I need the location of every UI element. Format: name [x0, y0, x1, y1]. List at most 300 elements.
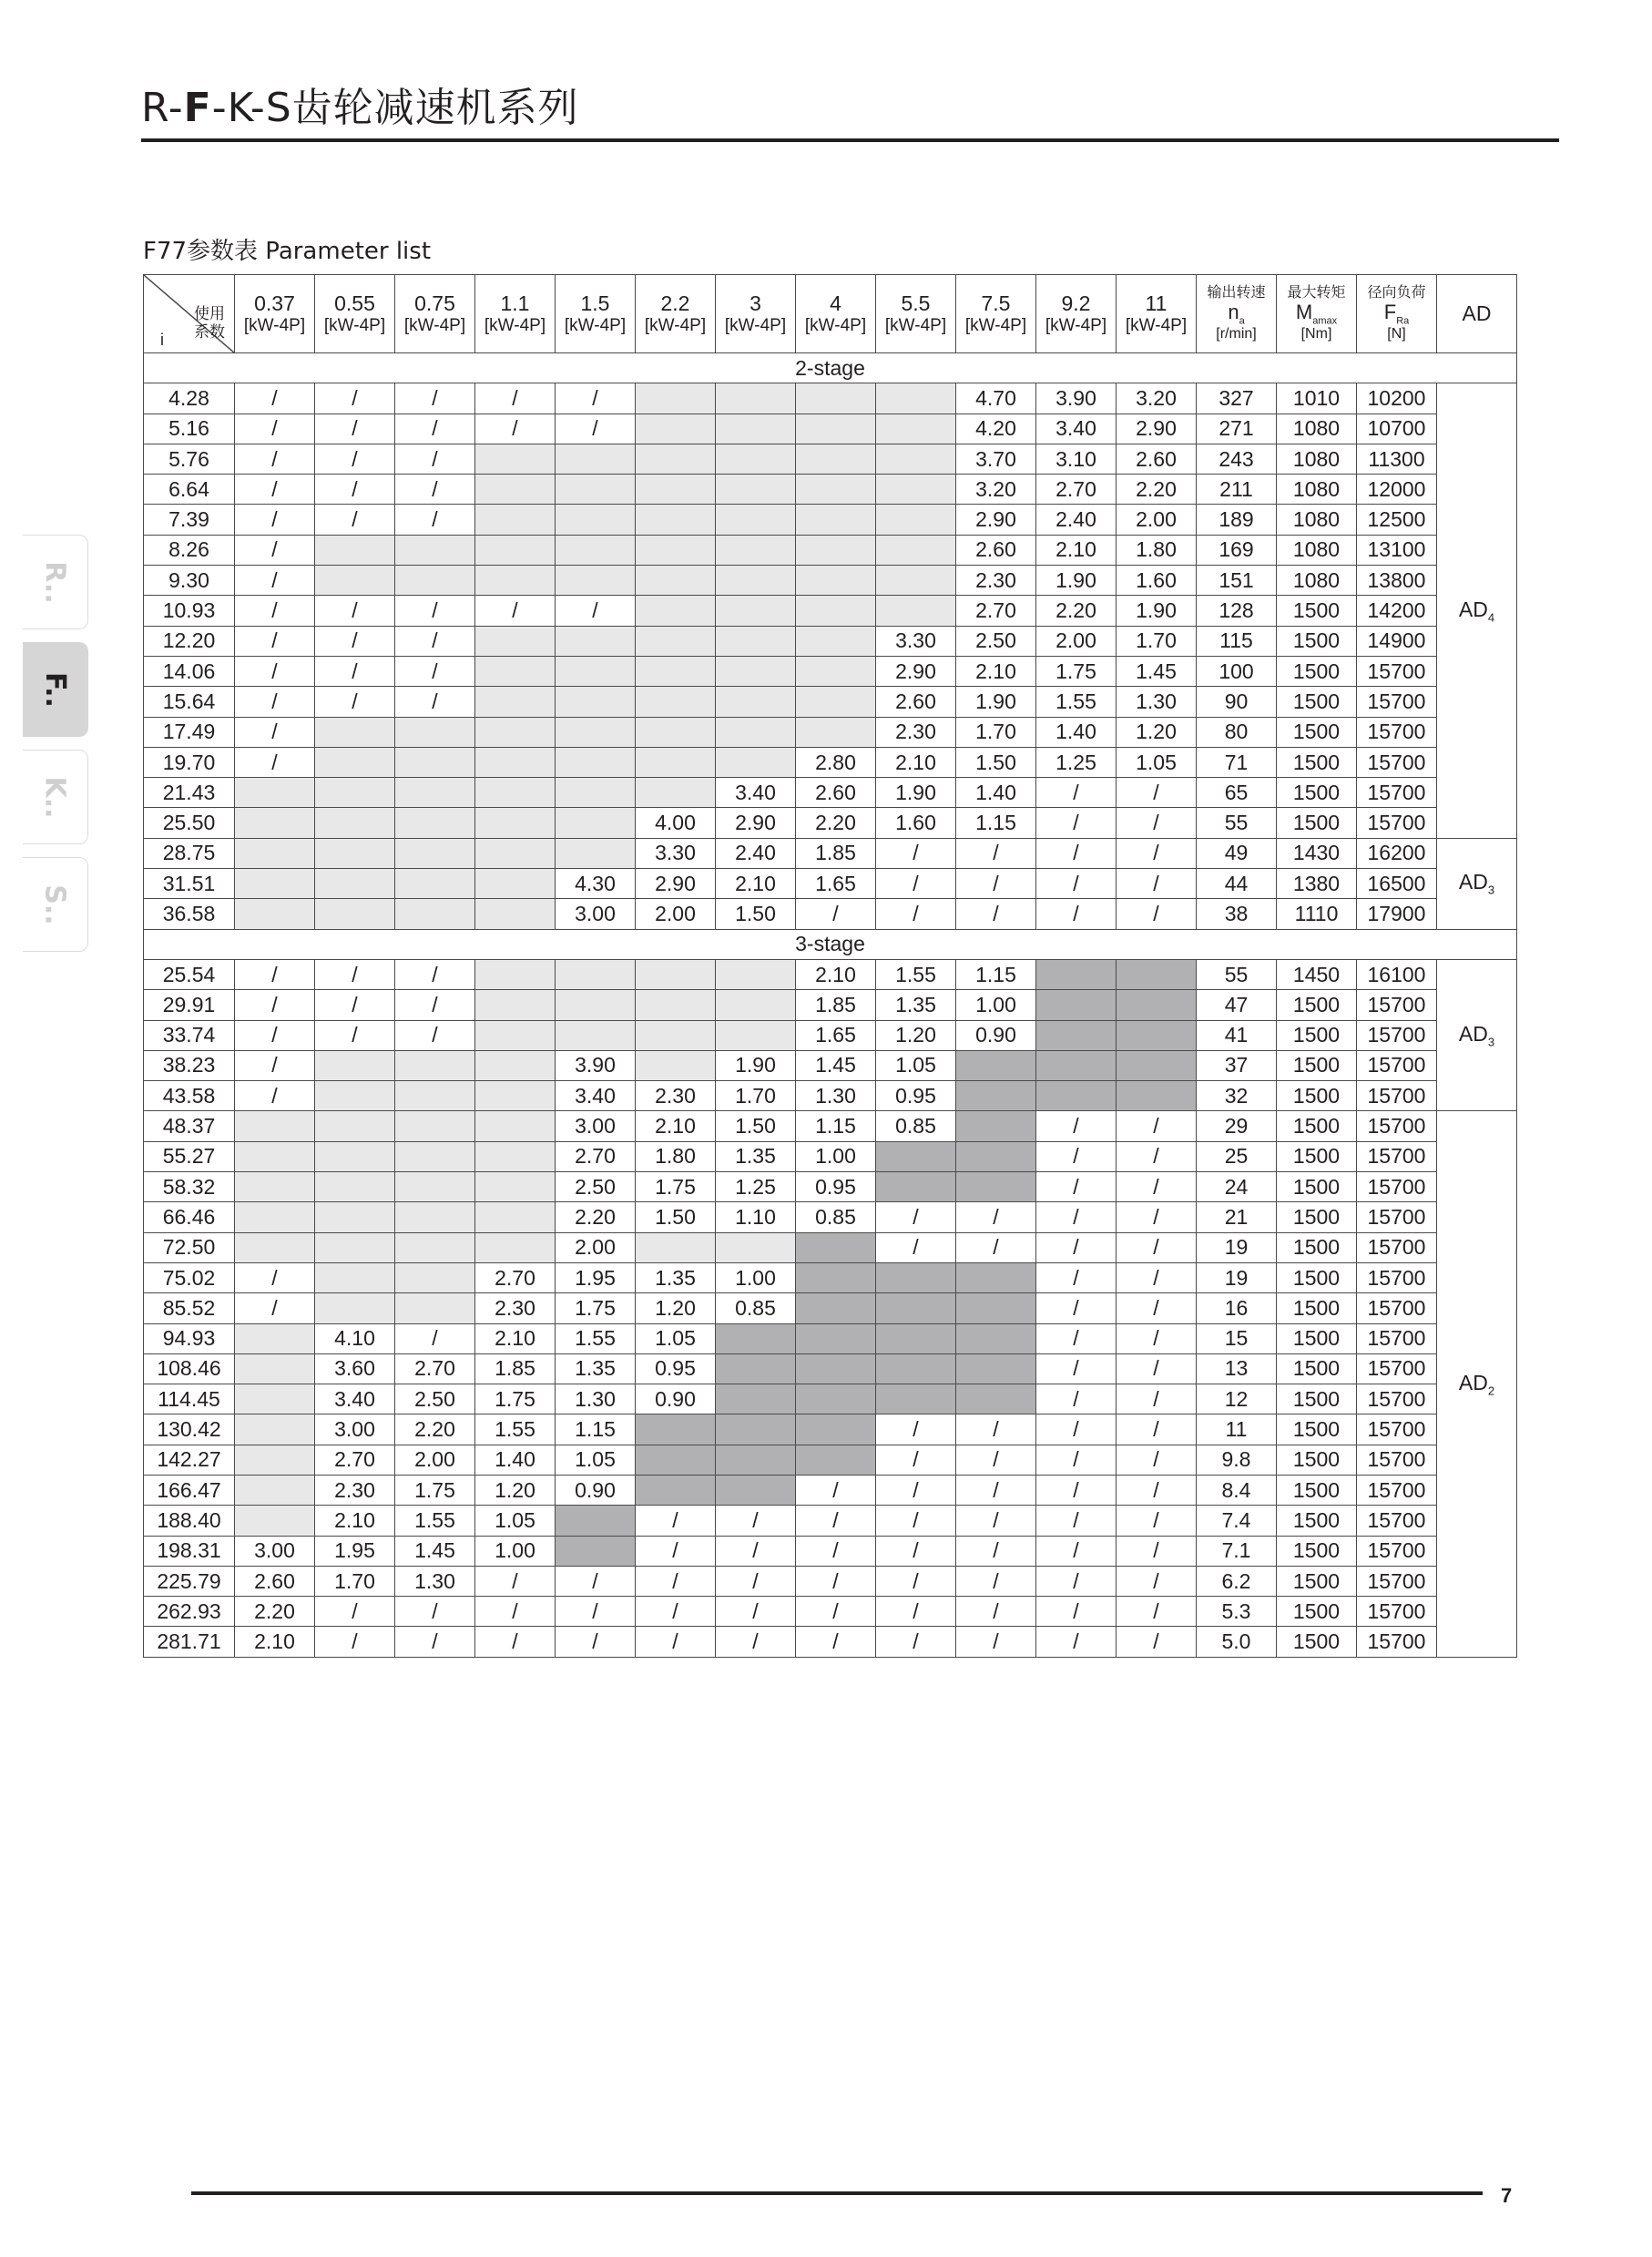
factor-cell: / [1036, 1232, 1117, 1262]
page-number: 7 [1501, 2184, 1513, 2207]
ratio-cell: 4.28 [144, 383, 235, 414]
radial-load-cell: 16500 [1357, 869, 1437, 899]
ratio-cell: 58.32 [144, 1172, 235, 1202]
factor-cell: / [796, 1536, 876, 1566]
table-row [144, 808, 1517, 838]
side-tab-r[interactable]: R.. [23, 535, 88, 629]
torque-cell: 1500 [1277, 1566, 1357, 1596]
radial-load-cell: 15700 [1357, 1081, 1437, 1111]
factor-cell: 1.00 [475, 1536, 556, 1566]
factor-cell: / [315, 383, 395, 414]
factor-cell: / [395, 596, 475, 626]
factor-cell: / [1117, 869, 1197, 899]
factor-cell: / [956, 1627, 1036, 1657]
ratio-cell: 85.52 [144, 1293, 235, 1323]
factor-cell: / [235, 656, 315, 686]
radial-load-cell: 14200 [1357, 596, 1437, 626]
factor-cell [876, 566, 956, 596]
torque-cell: 1500 [1277, 1414, 1357, 1445]
torque-cell: 1500 [1277, 1475, 1357, 1505]
power-header [636, 275, 716, 353]
factor-cell: 1.15 [956, 959, 1036, 989]
factor-cell [556, 535, 636, 565]
factor-cell [235, 869, 315, 899]
torque-cell: 1500 [1277, 687, 1357, 717]
radial-load-cell: 12000 [1357, 475, 1437, 505]
factor-cell [796, 1293, 876, 1323]
table-row [144, 1475, 1517, 1505]
factor-cell: / [1036, 1475, 1117, 1505]
factor-cell: / [235, 383, 315, 414]
factor-cell: 3.40 [315, 1384, 395, 1414]
factor-cell: 2.60 [876, 687, 956, 717]
factor-cell [716, 1353, 796, 1384]
factor-cell: 2.20 [556, 1202, 636, 1232]
ad-cell [1437, 838, 1517, 929]
factor-cell: / [395, 990, 475, 1020]
speed-header-sub: a [1239, 315, 1245, 327]
factor-cell [395, 1081, 475, 1111]
factor-cell: 1.35 [636, 1262, 716, 1292]
factor-cell: / [1117, 1172, 1197, 1202]
torque-cell: 1500 [1277, 1445, 1357, 1475]
factor-cell: / [315, 1597, 395, 1627]
factor-cell: / [315, 596, 395, 626]
factor-cell: / [556, 596, 636, 626]
speed-cell: 37 [1197, 1050, 1277, 1080]
table-row [144, 1566, 1517, 1596]
factor-cell: 2.30 [956, 566, 1036, 596]
factor-cell: / [636, 1536, 716, 1566]
factor-cell: 2.50 [395, 1384, 475, 1414]
factor-cell [235, 1384, 315, 1414]
ratio-cell: 8.26 [144, 535, 235, 565]
factor-cell [395, 566, 475, 596]
factor-cell [395, 717, 475, 747]
table-row [144, 1597, 1517, 1627]
ratio-cell: 9.30 [144, 566, 235, 596]
radial-load-header-sub: Ra [1396, 315, 1410, 327]
factor-cell [636, 747, 716, 777]
factor-cell [475, 566, 556, 596]
factor-cell: / [235, 414, 315, 444]
side-tab-f[interactable]: F.. [23, 642, 88, 737]
ratio-cell: 29.91 [144, 990, 235, 1020]
speed-cell: 151 [1197, 566, 1277, 596]
radial-load-cell: 15700 [1357, 717, 1437, 747]
corner-cell [144, 275, 235, 353]
factor-cell: / [1117, 1384, 1197, 1414]
torque-cell: 1500 [1277, 1111, 1357, 1141]
factor-cell [556, 838, 636, 868]
factor-cell [475, 505, 556, 535]
factor-cell: 2.00 [1117, 505, 1197, 535]
factor-cell: 2.10 [475, 1323, 556, 1353]
radial-load-cell: 15700 [1357, 1293, 1437, 1323]
ratio-cell: 14.06 [144, 656, 235, 686]
factor-cell: 1.60 [1117, 566, 1197, 596]
ratio-cell: 114.45 [144, 1384, 235, 1414]
radial-load-cell: 15700 [1357, 990, 1437, 1020]
factor-cell: / [1036, 808, 1117, 838]
torque-cell: 1080 [1277, 505, 1357, 535]
factor-cell: / [235, 747, 315, 777]
factor-cell [716, 1323, 796, 1353]
radial-load-cell: 15700 [1357, 1111, 1437, 1141]
factor-cell [716, 687, 796, 717]
table-row [144, 1111, 1517, 1141]
radial-load-cell: 17900 [1357, 899, 1437, 929]
factor-cell: 0.85 [716, 1293, 796, 1323]
factor-cell [556, 687, 636, 717]
factor-cell [556, 1536, 636, 1566]
factor-cell [956, 1323, 1036, 1353]
radial-load-cell: 15700 [1357, 687, 1437, 717]
ratio-cell: 142.27 [144, 1445, 235, 1475]
speed-cell: 211 [1197, 475, 1277, 505]
factor-cell: / [235, 1020, 315, 1050]
factor-cell [315, 535, 395, 565]
factor-cell [876, 1172, 956, 1202]
radial-load-cell: 15700 [1357, 1323, 1437, 1353]
factor-cell [716, 535, 796, 565]
factor-cell: / [876, 1506, 956, 1536]
factor-cell: / [1036, 1323, 1117, 1353]
factor-cell: / [475, 596, 556, 626]
factor-cell: 2.50 [556, 1172, 636, 1202]
factor-cell [395, 1293, 475, 1323]
factor-cell [716, 1232, 796, 1262]
speed-cell: 19 [1197, 1232, 1277, 1262]
ratio-cell: 15.64 [144, 687, 235, 717]
factor-cell: / [956, 1475, 1036, 1505]
speed-cell: 169 [1197, 535, 1277, 565]
factor-cell [395, 1202, 475, 1232]
factor-cell [475, 838, 556, 868]
factor-cell: 2.20 [235, 1597, 315, 1627]
factor-cell [475, 687, 556, 717]
factor-cell [475, 808, 556, 838]
parameter-table [143, 274, 1517, 1658]
factor-cell: 1.65 [796, 1020, 876, 1050]
factor-cell: 1.90 [876, 778, 956, 808]
factor-cell: / [395, 444, 475, 474]
stage-row [144, 929, 1517, 959]
factor-cell [556, 717, 636, 747]
factor-cell: / [1036, 1293, 1117, 1323]
factor-cell: / [235, 687, 315, 717]
factor-cell: / [636, 1566, 716, 1596]
factor-cell: 1.80 [636, 1141, 716, 1171]
factor-cell: / [556, 414, 636, 444]
factor-cell [475, 1020, 556, 1050]
factor-cell [796, 1384, 876, 1414]
factor-cell: / [315, 444, 395, 474]
factor-cell: 1.85 [796, 990, 876, 1020]
factor-cell [1036, 1081, 1117, 1111]
table-row [144, 566, 1517, 596]
ad-sub: 3 [1487, 1035, 1495, 1049]
power-unit: [kW-4P] [724, 315, 787, 335]
ratio-cell: 188.40 [144, 1506, 235, 1536]
factor-cell [556, 990, 636, 1020]
factor-cell: / [315, 414, 395, 444]
factor-cell [716, 505, 796, 535]
factor-cell [315, 1111, 395, 1141]
factor-cell [956, 1141, 1036, 1171]
factor-cell: / [1117, 1475, 1197, 1505]
ratio-cell: 55.27 [144, 1141, 235, 1171]
factor-cell [716, 656, 796, 686]
speed-cell: 11 [1197, 1414, 1277, 1445]
table-row [144, 626, 1517, 656]
factor-cell [315, 1141, 395, 1171]
factor-cell: 2.10 [315, 1506, 395, 1536]
table-row [144, 869, 1517, 899]
ratio-cell: 198.31 [144, 1536, 235, 1566]
ratio-cell: 225.79 [144, 1566, 235, 1596]
factor-cell: / [395, 656, 475, 686]
speed-cell: 5.0 [1197, 1627, 1277, 1657]
factor-cell: 1.40 [475, 1445, 556, 1475]
factor-cell: / [1117, 1202, 1197, 1232]
power-unit: [kW-4P] [1045, 315, 1107, 335]
factor-cell: / [716, 1597, 796, 1627]
factor-cell: / [956, 1445, 1036, 1475]
torque-cell: 1500 [1277, 778, 1357, 808]
factor-cell [796, 566, 876, 596]
speed-cell: 24 [1197, 1172, 1277, 1202]
factor-cell [716, 444, 796, 474]
factor-cell: / [395, 505, 475, 535]
torque-cell: 1430 [1277, 838, 1357, 868]
factor-cell: 1.80 [1117, 535, 1197, 565]
factor-cell [796, 626, 876, 656]
factor-cell: 1.75 [1036, 656, 1117, 686]
stage-row [144, 353, 1517, 383]
factor-cell: 2.70 [1036, 475, 1117, 505]
table-row [144, 535, 1517, 565]
speed-cell: 15 [1197, 1323, 1277, 1353]
factor-cell: 2.50 [956, 626, 1036, 656]
factor-cell: 2.10 [235, 1627, 315, 1657]
side-tab-k[interactable]: K.. [23, 750, 88, 844]
radial-load-header-sym: F [1383, 300, 1397, 323]
factor-cell: / [956, 1202, 1036, 1232]
ratio-cell: 262.93 [144, 1597, 235, 1627]
torque-cell: 1500 [1277, 1293, 1357, 1323]
radial-load-cell: 16200 [1357, 838, 1437, 868]
radial-load-cell: 14900 [1357, 626, 1437, 656]
factor-cell: / [315, 1020, 395, 1050]
factor-cell [395, 869, 475, 899]
factor-cell [395, 1141, 475, 1171]
factor-cell: / [1036, 838, 1117, 868]
factor-cell: 1.35 [876, 990, 956, 1020]
factor-cell [556, 808, 636, 838]
factor-cell [235, 899, 315, 929]
factor-cell: / [796, 1597, 876, 1627]
torque-cell: 1500 [1277, 1536, 1357, 1566]
radial-load-cell: 15700 [1357, 1141, 1437, 1171]
factor-cell: / [796, 1506, 876, 1536]
factor-cell [395, 1050, 475, 1080]
power-header [475, 275, 556, 353]
factor-cell: 1.25 [1036, 747, 1117, 777]
factor-cell: 1.75 [556, 1293, 636, 1323]
factor-cell: / [1036, 869, 1117, 899]
torque-header [1277, 275, 1357, 353]
factor-cell: 2.10 [956, 656, 1036, 686]
ad-sub: 4 [1487, 610, 1495, 625]
speed-cell: 16 [1197, 1293, 1277, 1323]
factor-cell [475, 475, 556, 505]
factor-cell: 1.45 [796, 1050, 876, 1080]
torque-cell: 1500 [1277, 808, 1357, 838]
torque-cell: 1500 [1277, 1141, 1357, 1171]
factor-cell: / [235, 626, 315, 656]
torque-cell: 1500 [1277, 1506, 1357, 1536]
factor-cell [796, 1445, 876, 1475]
factor-cell [395, 535, 475, 565]
table-row [144, 656, 1517, 686]
factor-cell: 2.60 [1117, 444, 1197, 474]
factor-cell: 1.85 [475, 1353, 556, 1384]
radial-load-cell: 15700 [1357, 808, 1437, 838]
ratio-cell: 130.42 [144, 1414, 235, 1445]
factor-cell: 1.95 [556, 1262, 636, 1292]
torque-cell: 1500 [1277, 626, 1357, 656]
factor-cell: 1.40 [956, 778, 1036, 808]
radial-load-cell: 15700 [1357, 656, 1437, 686]
factor-cell: / [235, 1293, 315, 1323]
speed-header [1197, 275, 1277, 353]
table-row [144, 838, 1517, 868]
torque-cell: 1500 [1277, 1172, 1357, 1202]
radial-load-cell: 15700 [1357, 1506, 1437, 1536]
factor-cell: / [876, 899, 956, 929]
factor-cell [876, 1323, 956, 1353]
factor-cell [235, 1353, 315, 1384]
factor-cell: / [956, 1414, 1036, 1445]
factor-cell: / [1117, 1141, 1197, 1171]
ratio-cell: 36.58 [144, 899, 235, 929]
section-title: F77参数表 Parameter list [143, 238, 432, 265]
factor-cell: / [315, 626, 395, 656]
factor-cell [876, 1141, 956, 1171]
torque-cell: 1080 [1277, 535, 1357, 565]
factor-cell [716, 626, 796, 656]
factor-cell: / [235, 444, 315, 474]
factor-cell: / [235, 1081, 315, 1111]
factor-cell [716, 717, 796, 747]
factor-cell: / [395, 687, 475, 717]
factor-cell [716, 1414, 796, 1445]
factor-cell: / [1036, 1353, 1117, 1384]
ratio-cell: 5.16 [144, 414, 235, 444]
radial-load-cell: 15700 [1357, 1536, 1437, 1566]
factor-cell [395, 1232, 475, 1262]
factor-cell [556, 656, 636, 686]
radial-load-cell: 15700 [1357, 1050, 1437, 1080]
torque-cell: 1500 [1277, 1232, 1357, 1262]
factor-cell: 2.60 [796, 778, 876, 808]
factor-cell: 1.70 [315, 1566, 395, 1596]
factor-cell: / [876, 1566, 956, 1596]
speed-header-unit: [r/min] [1216, 326, 1257, 342]
torque-header-sym: M [1295, 300, 1313, 323]
factor-cell: 1.70 [716, 1081, 796, 1111]
factor-cell [475, 1111, 556, 1141]
factor-cell [796, 687, 876, 717]
ratio-cell: 66.46 [144, 1202, 235, 1232]
factor-cell [796, 1414, 876, 1445]
factor-cell: 1.60 [876, 808, 956, 838]
power-value: 1.5 [580, 291, 610, 315]
torque-cell: 1500 [1277, 1384, 1357, 1414]
header-rule [141, 138, 1559, 142]
side-tabs [23, 535, 88, 965]
factor-cell [716, 414, 796, 444]
table-row [144, 717, 1517, 747]
factor-cell: 1.75 [395, 1475, 475, 1505]
ratio-cell: 10.93 [144, 596, 235, 626]
ratio-cell: 94.93 [144, 1323, 235, 1353]
ad-sub: 3 [1487, 883, 1495, 897]
factor-cell: / [1117, 1597, 1197, 1627]
factor-cell [315, 1262, 395, 1292]
factor-cell [475, 1202, 556, 1232]
factor-cell: 2.10 [796, 959, 876, 989]
factor-cell [876, 596, 956, 626]
factor-cell: 1.90 [956, 687, 1036, 717]
ratio-cell: 21.43 [144, 778, 235, 808]
power-unit: [kW-4P] [964, 315, 1027, 335]
factor-cell: / [876, 1475, 956, 1505]
factor-cell [796, 444, 876, 474]
power-unit: [kW-4P] [403, 315, 466, 335]
factor-cell [716, 566, 796, 596]
torque-cell: 1380 [1277, 869, 1357, 899]
factor-cell: 1.90 [1036, 566, 1117, 596]
factor-cell: / [876, 838, 956, 868]
factor-cell: 1.15 [956, 808, 1036, 838]
radial-load-cell: 15700 [1357, 747, 1437, 777]
ratio-cell: 19.70 [144, 747, 235, 777]
power-header [956, 275, 1036, 353]
factor-cell: 1.50 [956, 747, 1036, 777]
torque-cell: 1500 [1277, 1202, 1357, 1232]
power-unit: [kW-4P] [243, 315, 306, 335]
factor-cell: 1.30 [395, 1566, 475, 1596]
speed-cell: 7.1 [1197, 1536, 1277, 1566]
ad-cell [1437, 383, 1517, 838]
radial-load-cell: 10200 [1357, 383, 1437, 414]
factor-cell: 2.70 [556, 1141, 636, 1171]
speed-cell: 80 [1197, 717, 1277, 747]
factor-cell [475, 1050, 556, 1080]
side-tab-s[interactable]: S.. [23, 857, 88, 952]
factor-cell: / [475, 414, 556, 444]
ratio-cell: 17.49 [144, 717, 235, 747]
factor-cell: / [1117, 1627, 1197, 1657]
factor-cell: / [235, 475, 315, 505]
factor-cell: / [876, 1536, 956, 1566]
torque-cell: 1080 [1277, 566, 1357, 596]
factor-cell [716, 1384, 796, 1414]
torque-cell: 1110 [1277, 899, 1357, 929]
factor-cell: 0.90 [956, 1020, 1036, 1050]
